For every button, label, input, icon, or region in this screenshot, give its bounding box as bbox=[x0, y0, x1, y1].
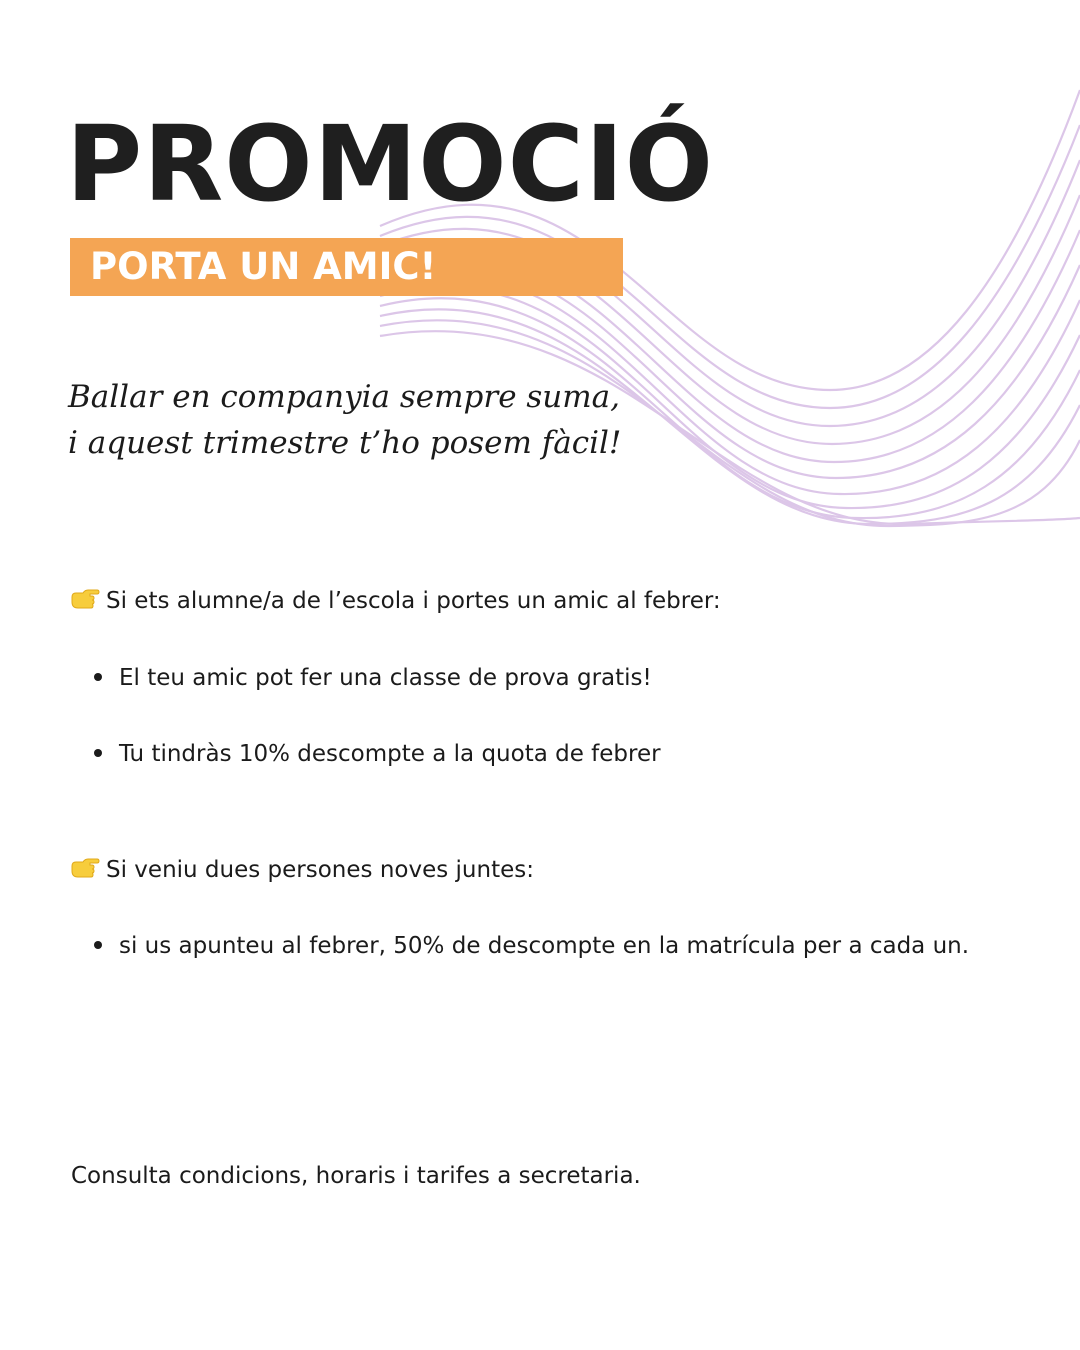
tagline bbox=[68, 374, 621, 466]
pointing-hand-icon bbox=[70, 588, 100, 610]
list-item bbox=[94, 739, 661, 769]
list-item-text: si us apunteu al febrer, 50% de descompte en la matrícula per a cada un. bbox=[119, 933, 970, 959]
promo-banner bbox=[70, 238, 623, 296]
tagline-line-1: Ballar en companyia sempre suma, bbox=[68, 379, 621, 415]
bullet-dot bbox=[94, 673, 102, 681]
pointing-hand-icon bbox=[70, 857, 100, 879]
footer-note: Consulta condicions, horaris i tarifes a secretaria. bbox=[71, 1163, 641, 1189]
list-item bbox=[94, 663, 652, 693]
list-item-text: El teu amic pot fer una classe de prova gratis! bbox=[119, 665, 652, 691]
offer-intro-new-pairs bbox=[70, 855, 534, 885]
offer-intro-text: Si ets alumne/a de l’escola i portes un amic al febrer: bbox=[106, 588, 721, 614]
bullet-dot bbox=[94, 749, 102, 757]
tagline-line-2: i aquest trimestre t’ho posem fàcil! bbox=[68, 425, 622, 461]
offer-intro-text: Si veniu dues persones noves juntes: bbox=[106, 857, 534, 883]
banner-label: PORTA UN AMIC! bbox=[90, 245, 437, 288]
bullet-dot bbox=[94, 941, 102, 949]
list-item bbox=[94, 931, 969, 961]
list-item-text: Tu tindràs 10% descompte a la quota de febrer bbox=[119, 741, 661, 767]
offer-intro-current-students bbox=[70, 586, 721, 616]
page-title: PROMOCIÓ bbox=[66, 103, 715, 225]
